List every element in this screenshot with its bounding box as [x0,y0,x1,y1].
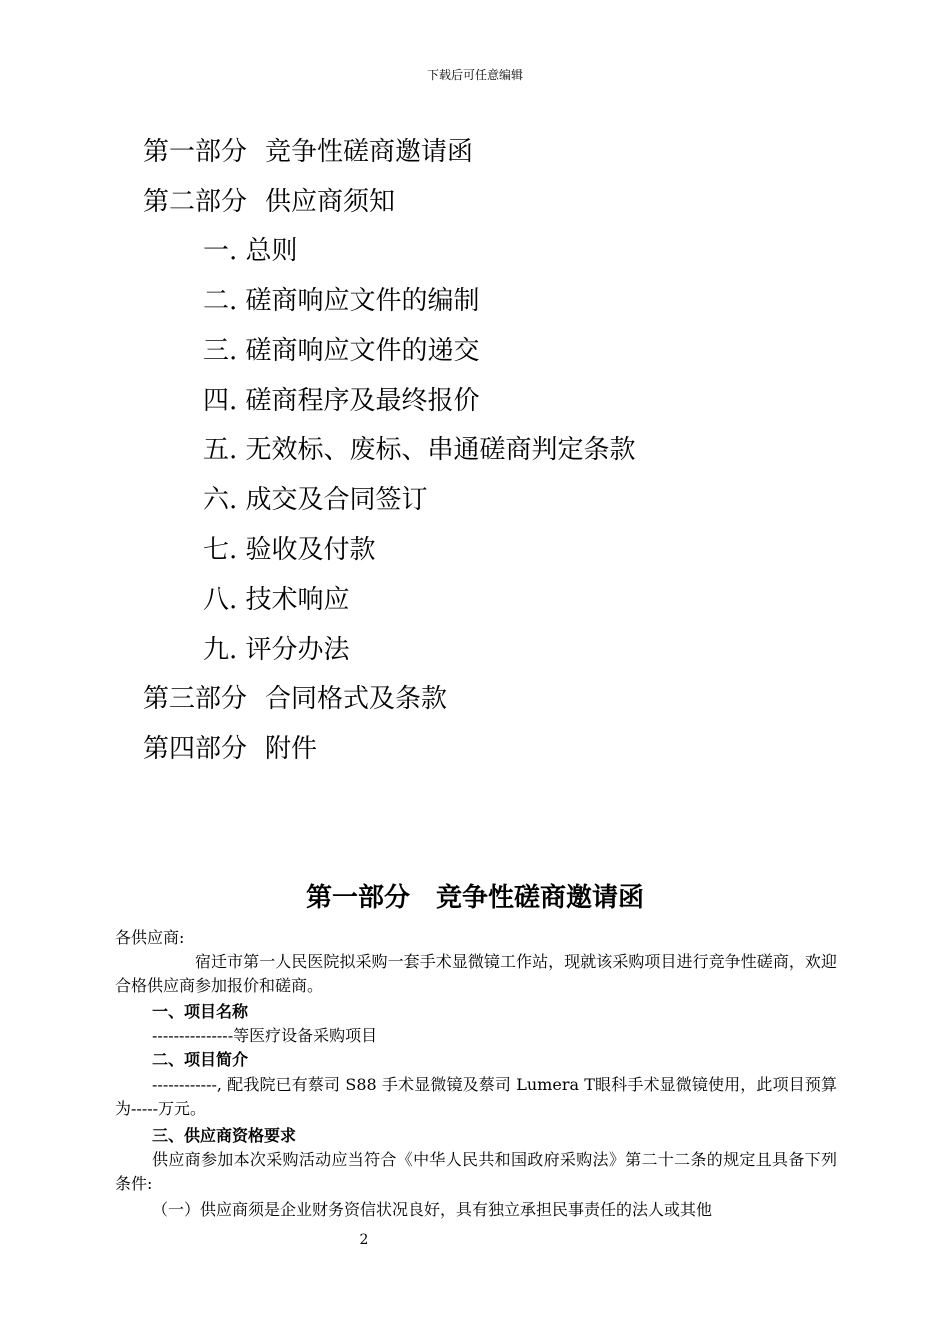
toc-part-title: 供应商须知 [265,187,396,217]
toc-part-number: 第一部分 [143,137,248,167]
heading-project-name: 一、项目名称 [152,1002,249,1021]
heading-project-summary: 二、项目简介 [152,1050,249,1069]
toc-item: 五. 无效标、废标、串通磋商判定条款 [203,435,636,465]
toc-item: 三. 磋商响应文件的递交 [203,336,480,366]
toc-part-title: 附件 [265,734,318,764]
toc-part-number: 第二部分 [143,187,248,217]
toc-item: 七. 验收及付款 [203,535,376,565]
toc-part-2 [143,185,395,219]
page-number: 2 [359,1232,369,1248]
toc-item: 四. 磋商程序及最终报价 [203,386,480,416]
toc-part-number: 第四部分 [143,734,248,764]
heading-supplier-qualification: 三、供应商资格要求 [152,1126,297,1145]
page-header: 下载后可任意编辑 [426,68,523,82]
toc-part-4 [143,732,317,766]
toc-part-title: 合同格式及条款 [265,684,448,714]
toc-item: 六. 成交及合同签订 [203,485,428,515]
toc-part-3 [143,682,447,716]
toc-part-title: 竞争性磋商邀请函 [265,137,474,167]
toc-item: 二. 磋商响应文件的编制 [203,286,480,316]
toc-item: 一. 总则 [203,236,298,266]
toc-part-1 [143,135,473,169]
toc-part-number: 第三部分 [143,684,248,714]
qualification-item-1: （一）供应商须是企业财务资信状况良好，具有独立承担民事责任的法人或其他 [152,1200,713,1219]
intro-paragraph: 宿迁市第一人民医院拟采购一套手术显微镜工作站，现就该采购项目进行竞争性磋商，欢迎合格供应商参加报价和磋商。 [115,952,837,995]
salutation: 各供应商: [115,928,185,947]
toc-item: 九. 评分办法 [203,635,350,665]
section-title: 第一部分 竞争性磋商邀请函 [305,883,644,913]
project-summary-text: ------------, 配我院已有蔡司 S88 手术显微镜及蔡司 Lumera T眼科手术显微镜使用，此项目预算为-----万元。 [115,1075,837,1118]
qualification-text: 供应商参加本次采购活动应当符合《中华人民共和国政府采购法》第二十二条的规定且具备下列条件: [115,1150,837,1193]
toc-item: 八. 技术响应 [203,585,350,615]
project-name-text: ---------------等医疗设备采购项目 [152,1026,378,1045]
